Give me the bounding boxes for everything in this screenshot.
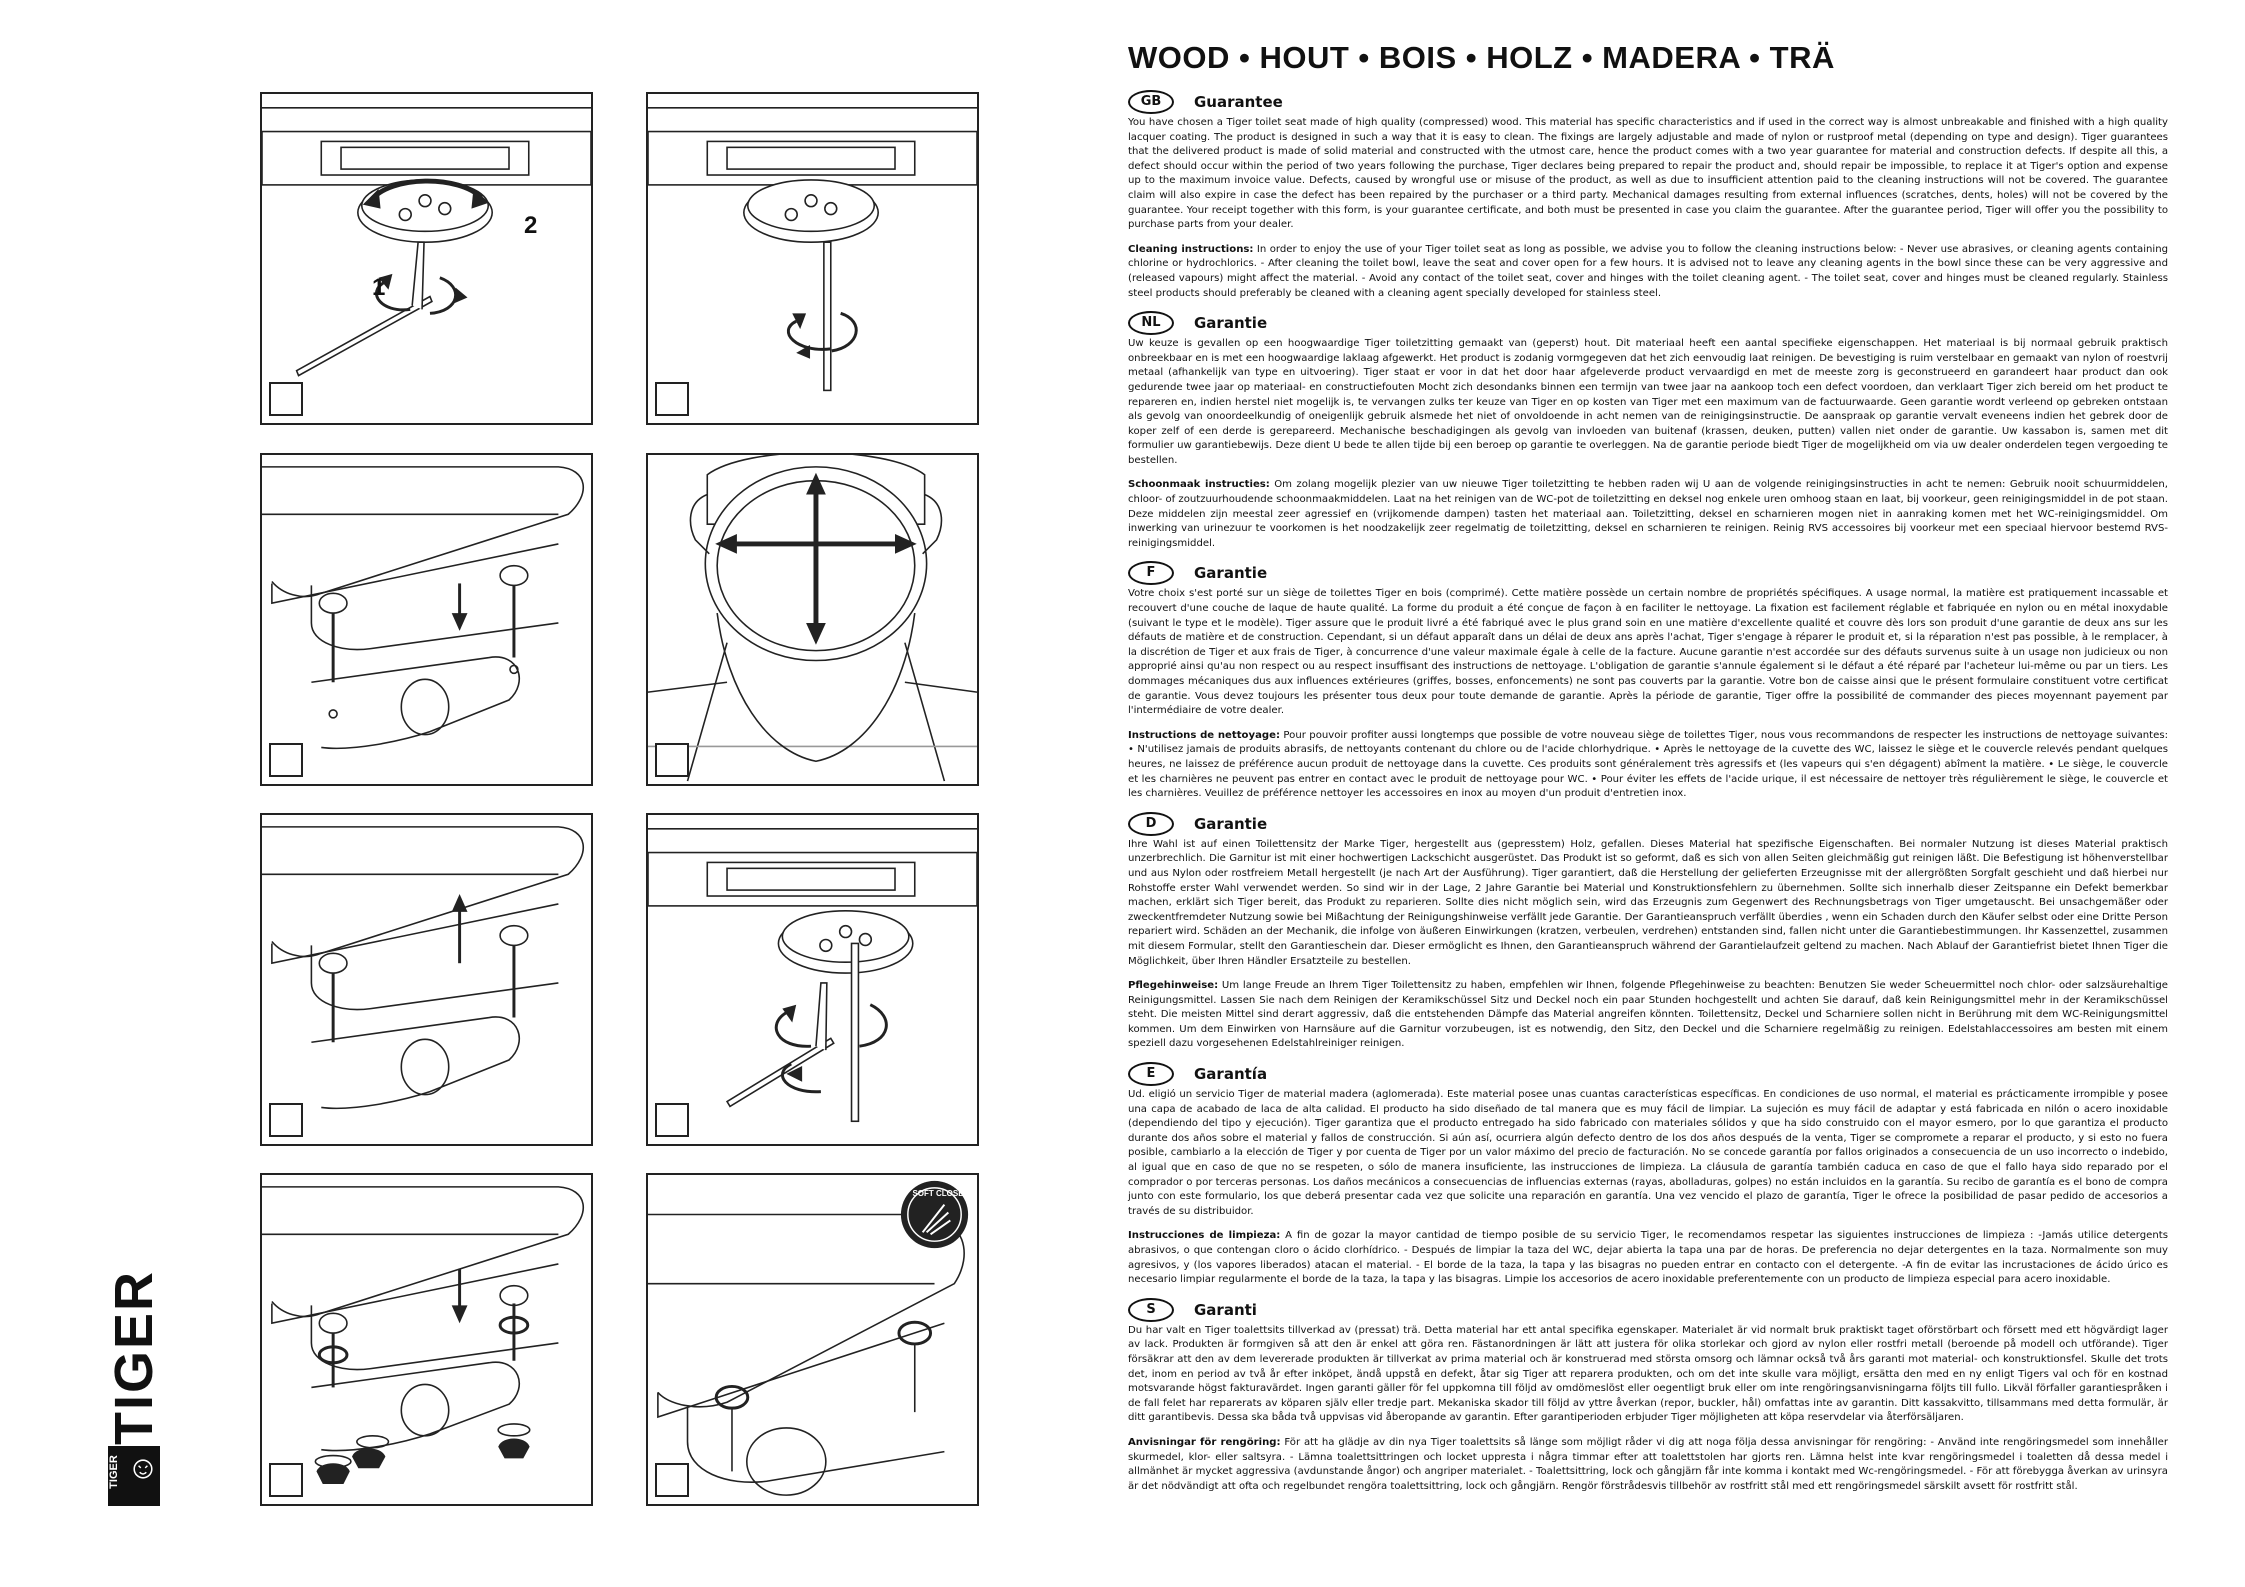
section-title: Garantía (1194, 1065, 1268, 1084)
illustration-step-8 (646, 1173, 979, 1506)
section-s (1128, 1298, 2168, 1495)
guarantee-paragraph: Ihre Wahl ist auf einen Toilettensitz der Marke Tiger, hergestellt aus (gepresstem) Holz, gefallen. Dieses Material hat spezifische Eigenschaften. Bei normaler Nutzung ist dieses Material praktisch unzerbrechlich. Die Garnitur ist mit einer hochwertigen Lackschicht ausgerüstet. Das Produkt ist so geformt, daß es sich von allen Seiten gleichmäßig gut reinigen läßt. Die Befestigung ist höhenverstellbar und aus Nylon oder rostfreiem Metall hergestellt (je nach Art der Ausführung). Tiger garantiert, daß die Herstellung der gelieferten Erzeugnisse mit der allergrößten Sorgfalt geschieht und daß hierbei nur Rohstoffe erster Wahl verwendet werden. So sind wir in der Lage, 2 Jahre Garantie bei Material und Konstruktionsfehlern zu übernehmen. Sollte sich innerhalb dieser Zeitspanne ein Defekt bemerkbar machen, erklärt sich Tiger bereit, das Produkt zu reparieren. Sollte dies nicht möglich sein, wird das Erzeugnis zum Gegenwert des Rechnungsbetrags von Tiger umgetauscht. Bei unsachgemäßer oder zweckentfremdeter Nutzung sowie bei Mißachtung der Reinigungshinweise verfällt jede Garantie. Der Garantieanspruch verfällt überdies , wenn ein Schaden durch den Käufer selbst oder eine Dritte Person repariert wird. Schäden an der Mechanik, die infolge von äußeren Einwirkungen (kratzen, verbeulen, verdrehen) entstanden sind, fallen nicht unter die Garantiebestimmungen. Ihr Kassenzettel, zusammen mit diesem Formular, stellt den Garantieschein dar. Dieser ermöglicht es Ihnen, den Garantieanspruch während der Garantielaufzeit geltend zu machen. Nach Ablauf der Garantiefrist bietet Ihnen Tiger die Möglichkeit, über Ihren Händler Ersatzteile zu bestellen. (1128, 838, 2168, 967)
step-3-drawing (262, 455, 591, 784)
cleaning-text: A fin de gozar la mayor cantidad de tiempo posible de su servicio Tiger, le recomendamos respetar las siguientes instrucciones de limpieza : -Jamás utilice detergents abrasivos, o que contengan cloro o ácido clorhídrico. - Después de limpiar la taza del WC, dejar abierta la tapa una par de horas. De preferencia no dejar detergentes en la taza. Normalmente son muy agresivos, y (los vapores liberados) atacan el material. - El borde de la taza, la tapa y las bisagras no pueden entrar en contacto con el detergente. -A fin de evitar las incrustaciones de ácido úrico es necesario limpiar regularmente el borde de la taza, la tapa y las bisagras. Limpie los accesorios de acero inoxidable preferentemente con un producto de limpieza especial para acero inoxidable. (1128, 1230, 2168, 1286)
brand-badge-text: TIGER (108, 1455, 120, 1489)
language-badge-e: E (1128, 1062, 1174, 1086)
cleaning-paragraph (1128, 243, 2168, 301)
soft-close-badge: SOFT CLOSE (912, 1189, 964, 1198)
step-7-drawing (262, 1175, 591, 1504)
section-title: Guarantee (1194, 93, 1283, 111)
section-gb (1128, 90, 2168, 301)
cleaning-text: In order to enjoy the use of your Tiger toilet seat as long as possible, we advise you to follow the cleaning instructions below: - Never use abrasives, or cleaning agents containing chlorine or hydrochlorics. - After cleaning the toilet bowl, leave the seat and cover open for a few hours. It is advised not to leave any cleaning agents in the bowl since these can be very aggressive and (released vapours) might affect the material. - Avoid any contact of the toilet seat, cover and hinges with the toilet cleaning agent. - The toilet seat, cover and hinges must be cleaned regularly. Stainless steel products should preferably be cleaned with a cleaning agent specially developed for stainless steel. (1128, 243, 2169, 299)
section-title: Garantie (1194, 314, 1268, 333)
language-badge-s: S (1128, 1298, 1174, 1322)
guarantee-paragraph: Ud. eligió un servicio Tiger de material madera (aglomerada). Este material posee unas cuantas características específicas. En condiciones de uso normal, el material es prácticamente irrompible y posee una capa de acabado de laca de alta calidad. El producto ha sido diseñado de tal manera que es muy fácil de limpiar. La sujeción es muy fácil de adaptar y está fabricada en nilón o acero inoxidable (dependiendo del tipo y ejecución). Tiger garantiza que el producto entregado ha sido fabricado con materiales sólidos y que ha sido construido con el mayor esmero, por lo que garantiza el producto durante dos años sobre el material y fallos de construcción. Si aún así, ocurriera algún defecto dentro de los dos años después de la venta, Tiger se compromete a reparar el producto, y si esto no fuera posible, cambiarlo a la elección de Tiger y por cuenta de Tiger por un valor máximo del precio de facturación. No se concede garantía por fallos originados a consecuencia de un uso incorrecto o indebido, al igual que en caso de que no se respeten, o sólo de manera insuficiente, las instrucciones de limpieza. La cláusula de garantía también caduca en caso de que el fallo haya sido reparado por el comprador o por terceras personas. Los daños mecánicos a consecuencias de influencias externas (rayas, abolladuras, golpes) no están incluidos en la garantía. Su recibo de garantía es el bono de compra junto con este formulario, los que deberá presentar cada vez que solicite una reparación en garantía. Una vez vencido el plazo de garantía, Tiger le ofrece la posibilidad de pasar pedido de accesorios a través de su distribuidor. (1128, 1089, 2168, 1217)
step-checkbox-3[interactable] (269, 743, 303, 777)
brand-badge (108, 1446, 160, 1506)
cleaning-paragraph (1128, 1436, 2168, 1494)
step-6-drawing (648, 815, 977, 1144)
step-4-drawing (648, 455, 977, 784)
cleaning-paragraph (1128, 979, 2168, 1052)
guarantee-paragraph: You have chosen a Tiger toilet seat made of high quality (compressed) wood. This material has specific characteristics and if used in the correct way is almost unbreakable and finished with a high quality lacquer coating. The product is designed in such a way that it is easy to clean. The fixings are largely adjustable and made of nylon or rustproof metal (depending on type and design). Tiger guarantees that the delivered product is made of solid material and constructed with the utmost care, hence the product comes with a two year guarantee for material and construction defects. If despite all this, a defect should occur within the period of two years following the purchase, Tiger declares being prepared to repair the product and, should repair be impossible, to replace it at Tiger's option and expense up to the maximum invoice value. Defects, caused by wrongful use or misuse of the product, as well as due to insufficient attention paid to the cleaning instructions will not be covered. The guarantee claim will also expire in case the defect has been repaired by the purchaser or a third party. Mechanical damages resulting from external influences (scratches, dents, holes) will not be covered by the guarantee. Your receipt together with this form, is your guarantee certificate, and both must be presented in case you claim the guarantee. After the guarantee period, Tiger will offer you the possibility to purchase parts from your dealer. (1128, 117, 2168, 231)
illustration-step-7 (260, 1173, 593, 1506)
section-e (1128, 1062, 2168, 1288)
cleaning-paragraph (1128, 478, 2168, 551)
step-5-drawing (262, 815, 591, 1144)
guarantee-paragraph: Votre choix s'est porté sur un siège de toilettes Tiger en bois (comprimé). Cette matière possède un certain nombre de propriétés spécifiques. A usage normal, la matière est pratiquement incassable et recouvert d'une couche de laque de haute qualité. La forme du produit a été conçue de façon à en faciliter le nettoyage. La fixation est facilement réglable et fabriquée en nylon ou en métal inoxydable (suivant le type et le modèle). Tiger assure que le produit livré a été fabriqué avec le plus grand soin en une matière d'excellente qualité et couvre dès lors son produit d'une garantie de deux ans sur les défauts de matière et de construction. Cependant, si un défaut apparaît dans un délai de deux ans après l'achat, Tiger s'engage à réparer le produit et, si la réparation n'est pas possible, à le remplacer, à la discrétion de Tiger et aux frais de Tiger, à concurrence d'une valeur maximale égale à celle de la facture. Aucune garantie n'est accordée sur des défauts survenus suite à un usage non judicieux ou non approprié ainsi qu'au non respect ou au respect insuffisant des instructions de nettoyage. L'obligation de garantie s'annule également si le défaut a été réparé par l'acheteur lui-même ou par un tiers. Les dommages mécaniques dus aux influences extérieures (griffes, bosses, enfoncements) ne sont pas couverts par la garantie. Votre bon de caisse ainsi que le présent formulaire constituent votre certificat de garantie. Vous devez toujours les présenter tous deux pour toute demande de garantie. Après la période de garantie, Tiger offre la possibilité de commander des pieces moyennant payement par l'intermédiaire de votre dealer. (1128, 588, 2168, 717)
section-f (1128, 561, 2168, 801)
cleaning-label: Pflegehinweise: (1128, 980, 1219, 992)
section-nl (1128, 311, 2168, 551)
document-title: WOOD • HOUT • BOIS • HOLZ • MADERA • TRÄ (1128, 40, 1835, 75)
guarantee-paragraph: Uw keuze is gevallen op een hoogwaardige Tiger toiletzitting gemaakt van (geperst) hout. Dit materiaal heeft een aantal specifieke eigenschappen. Het materiaal is bij normaal gebruik praktisch onbreekbaar en is met een hoogwaardige laklaag afgewerkt. Het product is zodanig vormgegeven dat het zich eenvoudig laat reinigen. De bevestiging is ruim verstelbaar en gemaakt van nylon of roestvrij metaal (afhankelijk van type en uitvoering). Tiger staat er voor in dat het door haar afgeleverde product vervaardigd en met de meeste zorg is geconstrueerd en garandeert haar product dan ook gedurende twee jaar op materiaal- en constructiefouten Mocht zich desondanks binnen een termijn van twee jaar na aankoop toch een defect voordoen, dan verklaart Tiger zich bereid om het product te repareren en, indien herstel niet mogelijk is, te vervangen zulks ter keuze van Tiger en op kosten van Tiger met een maximum van de factuurwaarde. Geen garantie wordt verleend op gebreken ontstaan als gevolg van onoordeelkundig of oneigenlijk gebruik alsmede het niet of onvoldoende in acht nemen van de reinigingsinstructie. De aanspraak op garantie vervalt eveneens indien het gebrek door de koper zelf of een derde is gerepareerd. Mechanische beschadigingen als gevolg van invloeden van buitenaf (krassen, deuken, putten) vallen niet onder de garantie. Uw kassabon is, samen met dit formulier uw garantiebewijs. Deze dient U bede te allen tijde bij een beroep op garantie te overleggen. Na de garantie periode biedt Tiger de mogelijkheid om via uw dealer onderdelen tegen vergoeding te bestellen. (1128, 338, 2168, 466)
tiger-head-icon (132, 1458, 154, 1480)
language-badge-gb: GB (1128, 90, 1174, 114)
brand-block (104, 1270, 164, 1510)
section-header (1128, 561, 2168, 585)
section-d (1128, 812, 2168, 1052)
step-checkbox-1[interactable] (269, 382, 303, 416)
brand-logo: TIGER (104, 1269, 164, 1445)
rotation-label-2: 2 (524, 212, 538, 239)
section-header (1128, 311, 2168, 335)
step-checkbox-6[interactable] (655, 1103, 689, 1137)
cleaning-text: Om zolang mogelijk plezier van uw nieuwe Tiger toiletzitting te hebben raden wij U aan de volgende reinigingsinstructies in acht te nemen: Gebruik nooit schuurmiddelen, chloor- of zoutzuurhoudende schoonmaakmiddelen. Laat na het reinigen van de WC-pot de toiletzitting en deksel nog enkele uren omhoog staan en laat, bij voorkeur, geen reinigingsmiddel in de pot staan. Deze middelen zijn meestal zeer agressief en (vrijkomende dampen) tasten het materiaal aan. Toiletzitting, deksel en scharnieren mogen niet in aanraking komen met het WC-reinigingsmiddel. Om inwerking van urinezuur te voorkomen is het noodzakelijk zeer regelmatig de toiletzitting, deksel en scharnieren te reinigen. Reinig RVS accessoires bij voorkeur met een speciaal hiervoor bestemd RVS-reinigingsmiddel. (1128, 479, 2168, 549)
language-badge-d: D (1128, 812, 1174, 836)
step-checkbox-8[interactable] (655, 1463, 689, 1497)
section-header (1128, 1298, 2168, 1322)
illustration-step-2 (646, 92, 979, 425)
step-checkbox-2[interactable] (655, 382, 689, 416)
step-checkbox-4[interactable] (655, 743, 689, 777)
step-8-drawing (648, 1175, 977, 1504)
illustration-step-5 (260, 813, 593, 1146)
section-header (1128, 1062, 2168, 1086)
step-checkbox-5[interactable] (269, 1103, 303, 1137)
section-header (1128, 90, 2168, 114)
step-checkbox-7[interactable] (269, 1463, 303, 1497)
guarantee-document (1128, 40, 2168, 1570)
section-title: Garantie (1194, 564, 1268, 583)
cleaning-label: Schoonmaak instructies: (1128, 479, 1270, 491)
cleaning-label: Instructions de nettoyage: (1128, 729, 1280, 741)
step-1-drawing (262, 94, 591, 423)
cleaning-label: Cleaning instructions: (1128, 243, 1254, 255)
cleaning-paragraph (1128, 729, 2168, 802)
rotation-label-1: 1 (372, 274, 386, 301)
step-2-drawing (648, 94, 977, 423)
cleaning-text: För att ha glädje av din nya Tiger toalettsits så länge som möjligt råder vi dig att noga följa dessa anvisningar för rengöring: - Använd inte rengöringsmedel som innehåller skurmedel, klor- eller saltsyra. - Lämna toalettsittringen och locket uppresta i några timmar efter att toalettstolen har gjorts ren. Lämna helst inte kvar rengöringsmedel i toaletten då dessa medel i allmänhet är mycket aggressiva (avdunstande ångor) och angriper materialet. - Toalettsittring, lock och gångjärn får inte komma i kontakt med Wc-rengöringsmedel. - För att förebygga åverkan av urinsyra är det nödvändigt att ofta och regelbundet rengöra toalettsittring, lock och gångjärn. Rengör förstrådesvis tillbehör av rostfritt stål med ett rengöringsmedel särskilt avsett för rostfritt stål. (1128, 1436, 2168, 1492)
cleaning-text: Pour pouvoir profiter aussi longtemps que possible de votre nouveau siège de toilettes Tiger, nous vous recommandons de respecter les instructions de nettoyage suivantes: • N'utilisez jamais de produits abrasifs, de nettoyants contenant du chlore ou de l'acide chlorhydrique. • Après le nettoyage de la cuvette des WC, laissez le siège et le couvercle relevés pendant quelques heures, ne laissez de préférence aucun produit de nettoyage dans la cuvette. Ces produits sont généralement très agressifs et (les vapeurs qui s'en dégagent) abîment la matière. • Le siège, le couvercle et les charnières ne peuvent pas entrer en contact avec le produit de nettoyage pour WC. • Pour éviter les effets de l'acide urique, il est nécessaire de nettoyer très régulièrement le siège, le couvercle et les charnières. Veuillez de préférence nettoyer les accessoires en inox au moyen d'un produit d'entretien inox. (1128, 729, 2168, 800)
language-badge-nl: NL (1128, 311, 1174, 335)
cleaning-label: Anvisningar för rengöring: (1128, 1436, 1281, 1448)
cleaning-paragraph (1128, 1229, 2168, 1287)
cleaning-text: Um lange Freude an Ihrem Tiger Toilettensitz zu haben, empfehlen wir Ihnen, folgende Pflegehinweise zu beachten: Benutzen Sie weder Scheuermittel noch chlor- oder salzsäurehaltige Reinigungsmittel. Lassen Sie nach dem Reinigen der Keramikschüssel Sitz und Deckel noch ein paar Stunden hochgestellt und achten Sie darauf, daß kein Reinigungsmittel mehr in der Keramikschüssel steht. Die meisten Mittel sind derart aggressiv, daß die entstehenden Dämpfe das Material angreifen könnten. Toilettensitz, Deckel und Scharniere sollen nicht in Berührung mit dem WC-Reinigungsmittel kommen. Um dem Einwirken von Harnsäure auf die Garnitur vorzubeugen, ist es notwendig, den Sitz, den Deckel und die Scharniere regelmäßig zu reinigen. Edelstahlaccessoires am besten mit einem speziell dazu vorgesehenen Edelstahlreiniger reinigen. (1128, 980, 2168, 1050)
section-title: Garantie (1194, 814, 1268, 833)
language-badge-f: F (1128, 561, 1174, 585)
section-title: Garanti (1194, 1300, 1257, 1319)
illustration-step-4 (646, 453, 979, 786)
cleaning-label: Instrucciones de limpieza: (1128, 1230, 1281, 1242)
illustration-step-6 (646, 813, 979, 1146)
guarantee-paragraph: Du har valt en Tiger toalettsits tillverkad av (pressat) trä. Detta material har ett antal specifika egenskaper. Materialet är vid normalt bruk praktiskt taget oförstörbart och försett med ett högvärdigt lager av lack. Produkten är formgiven så att den är enkel att göra ren. Fästanordningen är lätt att justera för olika storlekar och gjord av nylon eller rostfri metall (beroende på modell och utförande). Tiger försäkrar att den av dem levererade produkten är tillverkat av prima material och är konstruerad med största omsorg och lämnar också två års garanti mot material- och konstruktionsfel. Skulle det trots det, inom en period av två år efter inköpet, ändå uppstå en defekt, åtar sig Tiger att reparera produkten, och om det inte skulle vara möjligt, ersätta den med en ny enligt Tigers val och för en kostnad motsvarande högst fakturavärdet. Ingen garanti gäller för fel uppkomna till följd av omdömeslöst eller oegentligt bruk eller om inte rengöringsanvisningarna följts till fullo. Likväl förfaller garantiespråken i de fall felet har reparerats av köparen själv eller tredje part. Mekaniska skador till följd av yttre åverkan (repor, buckler, hål) omfattas inte av garantin. Ditt kassakvitto, tillsammans med detta formulär, är ditt garantibevis. Dessa ska båda två uppvisas vid åberopande av garantin. Efter garantiperioden erbjuder Tiger möjligheten att köpa reservdelar via återförsäljaren. (1128, 1324, 2168, 1424)
illustration-step-1 (260, 92, 593, 425)
illustration-step-3 (260, 453, 593, 786)
section-header (1128, 812, 2168, 836)
